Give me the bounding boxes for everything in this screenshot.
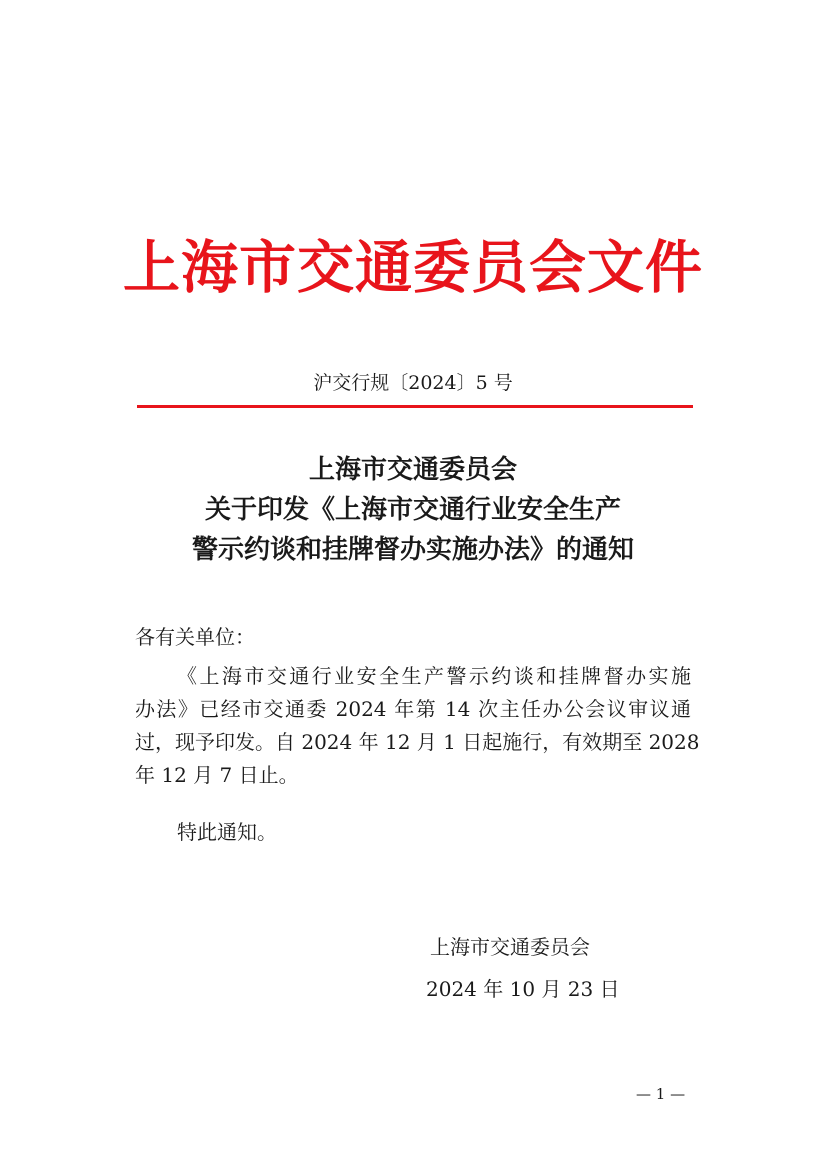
red-divider-line xyxy=(137,405,693,408)
body-line-1: 《上海市交通行业安全生产警示约谈和挂牌督办实施 xyxy=(177,664,691,688)
notice-title xyxy=(0,450,826,570)
document-number: 沪交行规〔2024〕5 号 xyxy=(313,372,513,394)
body-line-3: 过，现予印发。自 2024 年 12 月 1 日起施行，有效期至 2028 xyxy=(135,730,700,754)
body-paragraph xyxy=(135,660,700,792)
body-line-2: 办法》已经市交通委 2024 年第 14 次主任办公会议审议通 xyxy=(135,697,691,721)
notice-title-line-3: 警示约谈和挂牌督办实施办法》的通知 xyxy=(191,535,634,565)
page-number: — 1 — xyxy=(636,1085,686,1103)
body-line-4: 年 12 月 7 日止。 xyxy=(135,763,299,787)
addressee: 各有关单位： xyxy=(135,625,255,649)
notice-title-line-2: 关于印发《上海市交通行业安全生产 xyxy=(204,495,621,525)
notice-title-line-1: 上海市交通委员会 xyxy=(308,455,517,485)
closing-remark: 特此通知。 xyxy=(177,820,277,844)
document-header-title: 上海市交通委员会文件 xyxy=(123,235,703,301)
signature-date: 2024 年 10 月 23 日 xyxy=(426,977,620,1001)
signature-issuer: 上海市交通委员会 xyxy=(430,935,590,959)
